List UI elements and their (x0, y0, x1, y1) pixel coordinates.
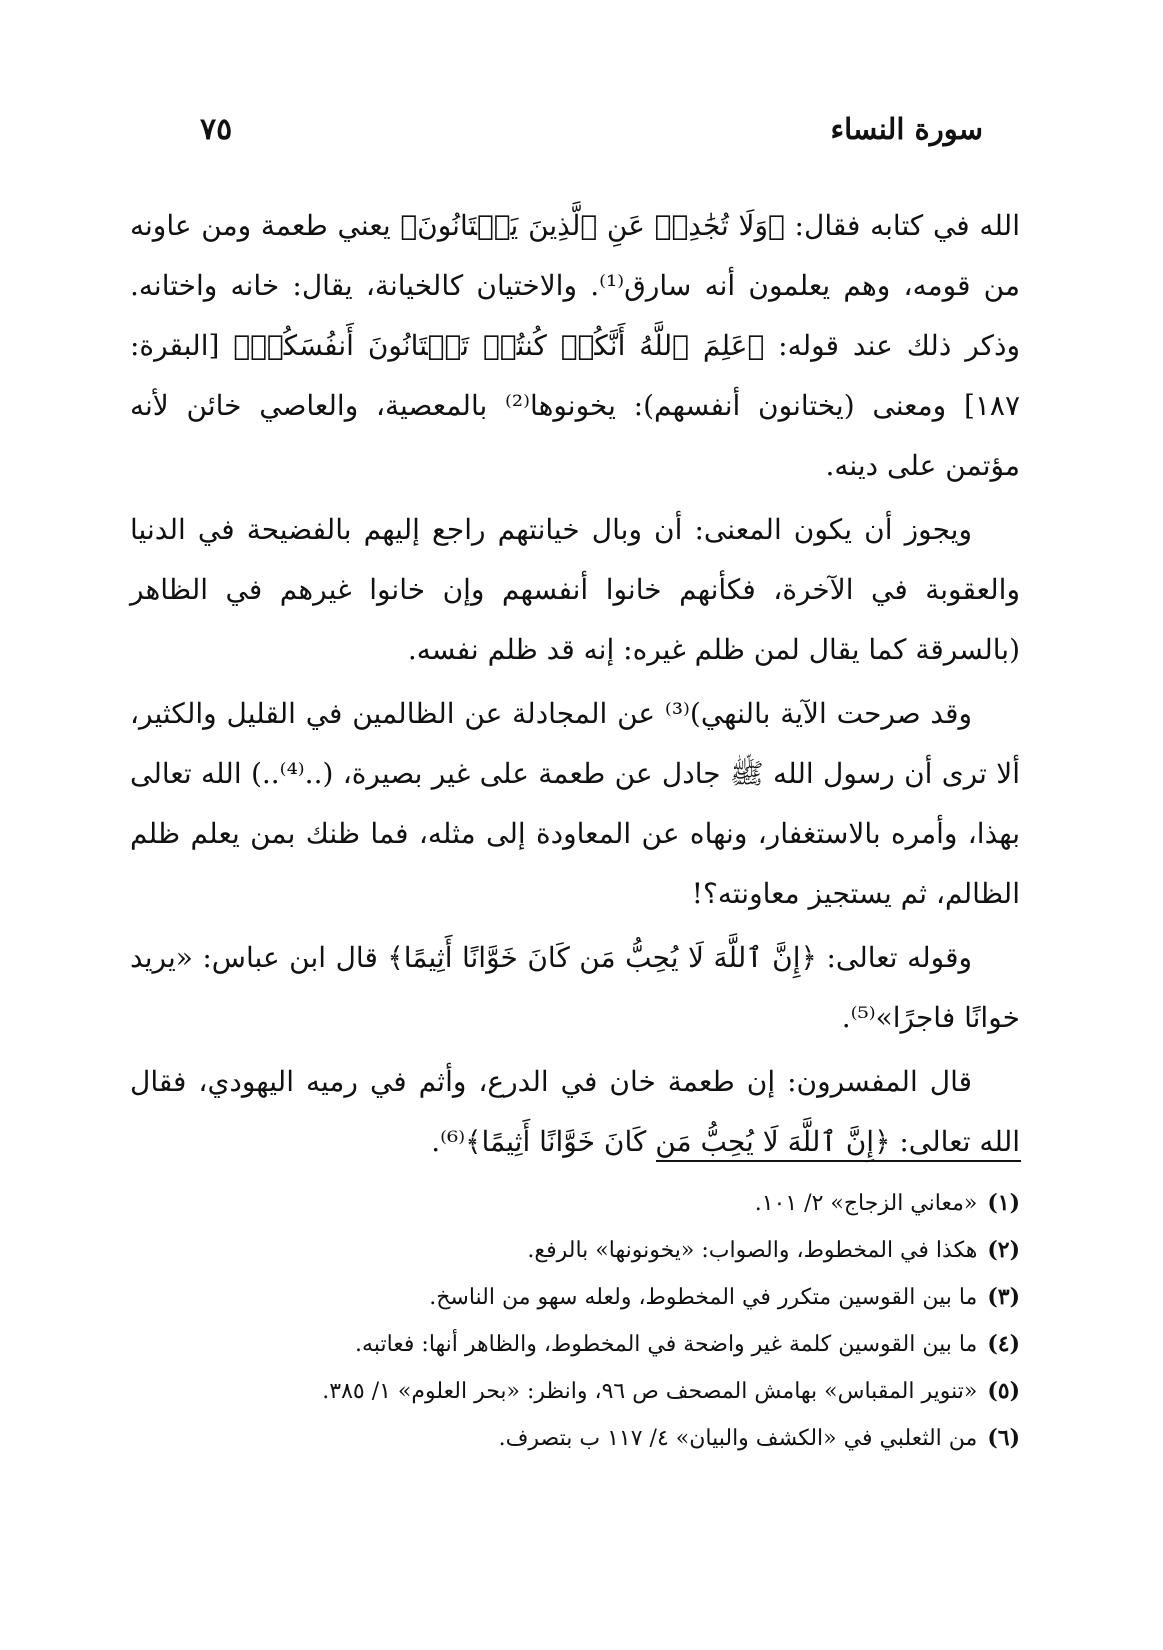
page-number: ٧٥ (200, 112, 233, 147)
footnote (130, 1227, 1020, 1274)
footnote-number: (٤) (987, 1331, 1020, 1357)
footnote (130, 1368, 1020, 1415)
footnote-number: (٢) (987, 1237, 1020, 1263)
footnote-text: «تنوير المقباس» بهامش المصحف ص ٩٦، وانظر: «بحر العلوم» ١/ ٣٨٥. (322, 1379, 978, 1404)
footnote-number: (٣) (987, 1284, 1020, 1310)
running-title: سورة النساء (830, 112, 983, 146)
paragraph: قال المفسرون: إن طعمة خان في الدرع، وأثم في رميه اليهودي، فقال الله تعالى: ﴿إِنَّ ٱللَّهَ لَا يُحِبُّ مَن كَانَ خَوَّانًا أَثِيمًا﴾⁽⁶⁾. (130, 1065, 1020, 1158)
page-header (200, 112, 983, 158)
footnote-text: ما بين القوسين متكرر في المخطوط، ولعله سهو من الناسخ. (429, 1285, 978, 1310)
paragraph: ويجوز أن يكون المعنى: أن وبال خيانتهم راجع إليهم بالفضيحة في الدنيا والعقوبة في الآخرة، فكأنهم خانوا أنفسهم وإن خانوا غيرهم في الظاهر (بالسرقة كما يقال لمن ظلم غيره: إنه قد ظلم نفسه. (130, 513, 1020, 666)
footnote-divider (656, 1160, 1021, 1162)
footnote (130, 1274, 1020, 1321)
footnote-text: هكذا في المخطوط، والصواب: «يخونونها» بالرفع. (527, 1238, 978, 1263)
footnote (130, 1321, 1020, 1368)
footnote-number: (٥) (987, 1378, 1020, 1404)
paragraph: وقوله تعالى: ﴿إِنَّ ٱللَّهَ لَا يُحِبُّ مَن كَانَ خَوَّانًا أَثِيمًا﴾ قال ابن عباس: «يريد خوانًا فاجرًا»⁽⁵⁾. (130, 941, 1020, 1034)
footnote-text: «معاني الزجاج» ٢/ ١٠١. (754, 1191, 978, 1216)
footnote-text: ما بين القوسين كلمة غير واضحة في المخطوط، والظاهر أنها: فعاتبه. (355, 1332, 978, 1357)
footnote-number: (١) (987, 1190, 1020, 1216)
footnotes (130, 1180, 1020, 1462)
footnote-text: من الثعلبي في «الكشف والبيان» ٤/ ١١٧ ب بتصرف. (498, 1426, 978, 1451)
footnote-number: (٦) (987, 1425, 1020, 1451)
footnote (130, 1415, 1020, 1462)
paragraph: الله في كتابه فقال: ﴿وَلَا تُجَٰدِلۡ عَنِ ٱلَّذِينَ يَخۡتَانُونَ﴾ يعني طعمة ومن عاونه من قومه، وهم يعلمون أنه سارق⁽¹⁾. والاختيان كالخيانة، يقال: خانه واختانه. وذكر ذلك عند قوله: ﴿عَلِمَ ٱللَّهُ أَنَّكُمۡ كُنتُمۡ تَخۡتَانُونَ أَنفُسَكُمۡ﴾ [البقرة: ١٨٧] ومعنى (يختانون أنفسهم): يخونوها⁽²⁾ بالمعصية، والعاصي خائن لأنه مؤتمن على دينه. (130, 209, 1020, 482)
footnote (130, 1180, 1020, 1227)
paragraph: وقد صرحت الآية بالنهي)⁽³⁾ عن المجادلة عن الظالمين في القليل والكثير، ألا ترى أن رسول الله ﷺ جادل عن طعمة على غير بصيرة، (..⁽⁴⁾..) الله تعالى بهذا، وأمره بالاستغفار، ونهاه عن المعاودة إلى مثله، فما ظنك بمن يعلم ظلم الظالم، ثم يستجيز معاونته؟! (130, 697, 1021, 910)
body-text (130, 196, 1020, 1172)
